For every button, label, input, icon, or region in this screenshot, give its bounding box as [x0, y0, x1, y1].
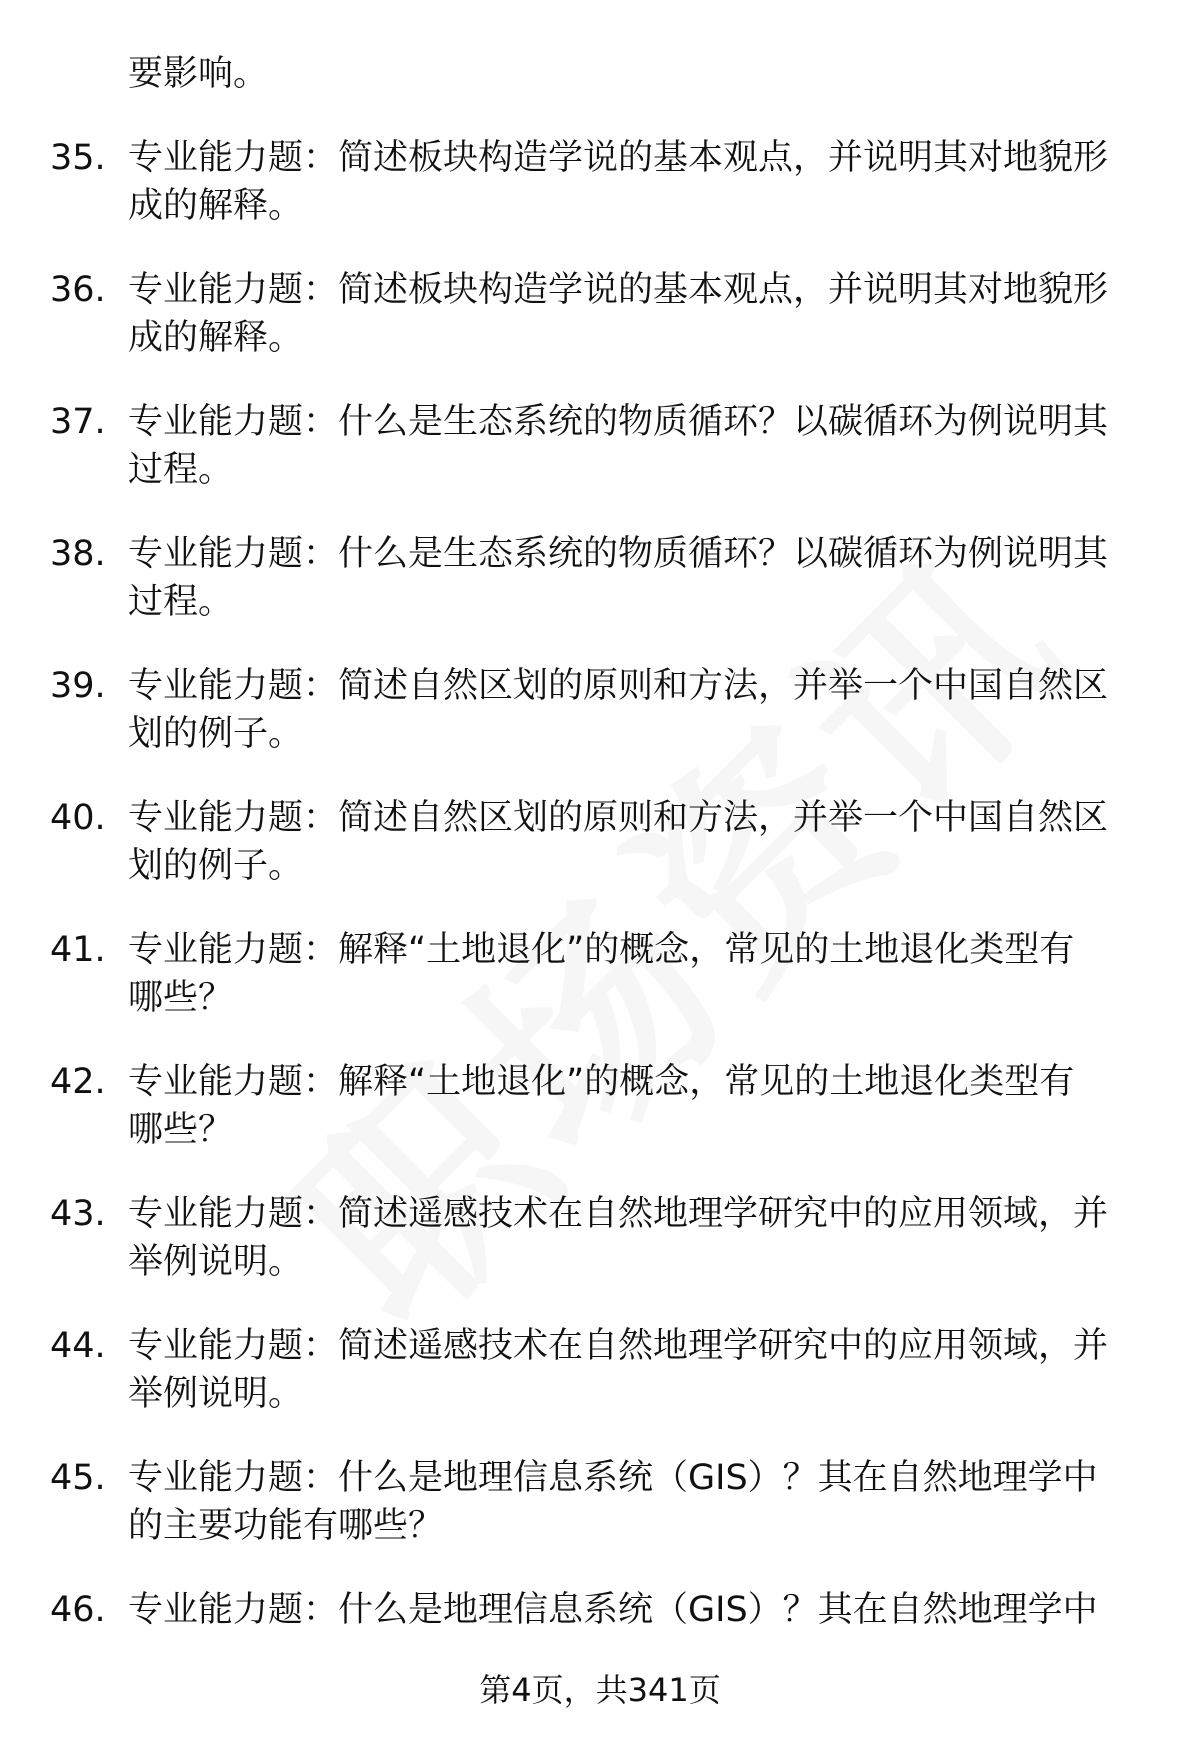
question-line: 专业能力题：什么是地理信息系统（GIS）？其在自然地理学中	[128, 1458, 1098, 1498]
question-text	[128, 1190, 1160, 1286]
question-line: 哪些？	[128, 978, 234, 1018]
question-line: 专业能力题：简述自然区划的原则和方法，并举一个中国自然区	[128, 798, 1109, 838]
question-line: 专业能力题：简述板块构造学说的基本观点，并说明其对地貌形	[128, 270, 1109, 310]
question-line: 专业能力题：什么是生态系统的物质循环？以碳循环为例说明其	[128, 534, 1109, 574]
question-item	[50, 1454, 1160, 1550]
question-number: 36.	[50, 270, 106, 310]
question-item	[50, 1190, 1160, 1286]
question-line: 专业能力题：简述板块构造学说的基本观点，并说明其对地貌形	[128, 138, 1109, 178]
question-number: 43.	[50, 1194, 106, 1234]
question-number: 45.	[50, 1458, 106, 1498]
question-number: 39.	[50, 666, 106, 706]
question-number: 38.	[50, 534, 106, 574]
question-line: 专业能力题：解释“土地退化”的概念，常见的土地退化类型有	[128, 1062, 1075, 1102]
question-text	[128, 1322, 1160, 1418]
question-item	[50, 1586, 1160, 1634]
question-text	[128, 926, 1160, 1022]
question-item	[50, 926, 1160, 1022]
question-number: 40.	[50, 798, 106, 838]
question-line: 成的解释。	[128, 318, 304, 358]
question-line: 的主要功能有哪些？	[128, 1506, 444, 1546]
question-line: 专业能力题：什么是生态系统的物质循环？以碳循环为例说明其	[128, 402, 1109, 442]
question-line: 举例说明。	[128, 1242, 304, 1282]
page-footer: 第4页，共341页	[479, 1671, 721, 1709]
question-line: 成的解释。	[128, 186, 304, 226]
question-line: 专业能力题：简述遥感技术在自然地理学研究中的应用领域，并	[128, 1194, 1109, 1234]
question-list	[50, 50, 1160, 1634]
question-item	[50, 662, 1160, 758]
question-number: 44.	[50, 1326, 106, 1366]
question-item	[50, 794, 1160, 890]
question-item	[50, 530, 1160, 626]
question-line: 过程。	[128, 450, 234, 490]
question-line: 哪些？	[128, 1110, 234, 1150]
question-line: 举例说明。	[128, 1374, 304, 1414]
question-number: 35.	[50, 138, 106, 178]
question-text	[128, 1058, 1160, 1154]
question-line: 专业能力题：简述遥感技术在自然地理学研究中的应用领域，并	[128, 1326, 1109, 1366]
question-text	[128, 1454, 1160, 1550]
question-text	[128, 530, 1160, 626]
question-line: 专业能力题：简述自然区划的原则和方法，并举一个中国自然区	[128, 666, 1109, 706]
question-line: 划的例子。	[128, 846, 304, 886]
question-line: 专业能力题：解释“土地退化”的概念，常见的土地退化类型有	[128, 930, 1075, 970]
question-text	[128, 398, 1160, 494]
question-number: 37.	[50, 402, 106, 442]
question-item	[50, 266, 1160, 362]
question-line: 划的例子。	[128, 714, 304, 754]
question-text	[128, 794, 1160, 890]
question-line: 过程。	[128, 582, 234, 622]
question-number: 41.	[50, 930, 106, 970]
question-number: 46.	[50, 1590, 106, 1630]
question-text	[128, 1586, 1160, 1634]
question-text	[128, 662, 1160, 758]
question-text	[128, 266, 1160, 362]
question-item	[50, 398, 1160, 494]
question-line: 专业能力题：什么是地理信息系统（GIS）？其在自然地理学中	[128, 1590, 1098, 1630]
question-item	[50, 1322, 1160, 1418]
question-number: 42.	[50, 1062, 106, 1102]
question-item	[50, 134, 1160, 230]
question-item	[50, 1058, 1160, 1154]
continuation-text: 要影响。	[128, 54, 269, 94]
question-text	[128, 134, 1160, 230]
